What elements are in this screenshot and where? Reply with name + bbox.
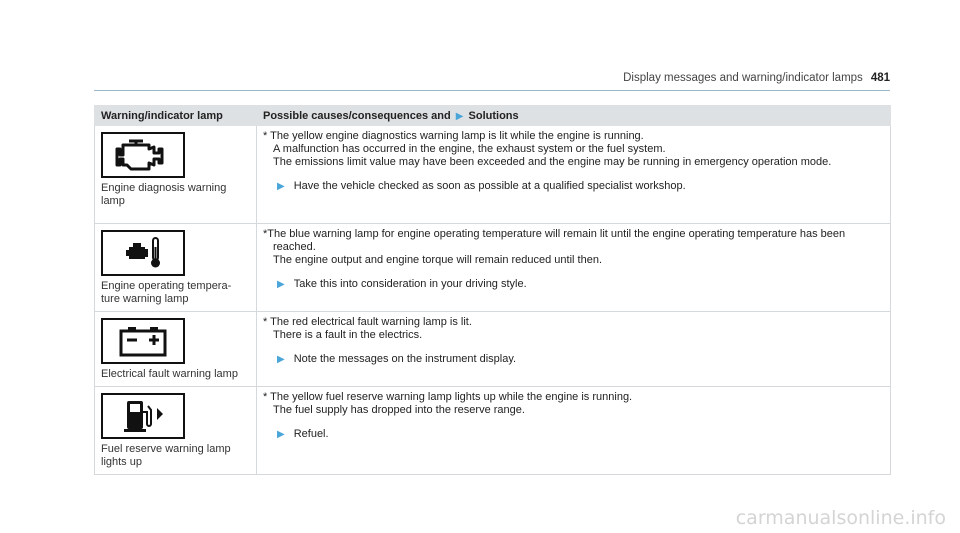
solution: ▶ Take this into consideration in your driving style. xyxy=(277,278,527,290)
solution: ▶ Note the messages on the instrument display. xyxy=(277,353,517,365)
header-divider xyxy=(94,90,890,91)
arrow-icon: ▶ xyxy=(277,279,285,290)
engine-diagnostics-icon xyxy=(101,132,185,178)
cause-cell: *The blue warning lamp for engine operating temperature will remain lit until the engine operating temperature has been reached. The engine output and engine torque will remain reduced until then. ▶ Take this into consideration in your driving style. xyxy=(257,224,891,312)
fuel-pump-icon xyxy=(101,393,185,439)
solution: ▶ Refuel. xyxy=(277,428,329,440)
solution: ▶ Have the vehicle checked as soon as possible at a qualified specialist workshop. xyxy=(277,180,686,192)
warning-lamp-table xyxy=(94,105,891,475)
engine-temperature-icon xyxy=(101,230,185,276)
page-header-title: Display messages and warning/indicator lamps xyxy=(623,72,863,84)
lamp-cell xyxy=(95,387,257,475)
page-header xyxy=(623,72,890,84)
lamp-label: Electrical fault warning lamp xyxy=(101,368,238,380)
watermark: carmanualsonline.info xyxy=(735,507,946,529)
page-number: 481 xyxy=(870,72,890,84)
col-header-causes: Possible causes/consequences and ▶ Solutions xyxy=(257,106,891,126)
table-row xyxy=(95,224,891,312)
battery-icon xyxy=(101,318,185,364)
arrow-icon: ▶ xyxy=(277,354,285,365)
cause-cell: * The yellow engine diagnostics warning lamp is lit while the engine is running. A malfunction has occurred in the engine, the exhaust system or the fuel system. The emissions limit value may have been exceeded and the engine may be running in emergency operation mode. ▶ Have the vehicle checked as soon as possible at a qualified specialist workshop. xyxy=(257,126,891,224)
lamp-cell xyxy=(95,224,257,312)
table-row xyxy=(95,312,891,387)
col-header-lamp: Warning/indicator lamp xyxy=(95,106,257,126)
lamp-label: Fuel reserve warning lamp lights up xyxy=(101,443,231,468)
lamp-label: Engine operating tempera- ture warning lamp xyxy=(101,280,232,305)
lamp-cell xyxy=(95,312,257,387)
cause-cell: * The yellow fuel reserve warning lamp lights up while the engine is running. The fuel supply has dropped into the reserve range. ▶ Refuel. xyxy=(257,387,891,475)
table-row xyxy=(95,387,891,475)
lamp-label: Engine diagnosis warning lamp xyxy=(101,182,227,207)
arrow-icon: ▶ xyxy=(277,429,285,440)
cause-cell: * The red electrical fault warning lamp is lit. There is a fault in the electrics. ▶ Note the messages on the instrument display. xyxy=(257,312,891,387)
table-row xyxy=(95,126,891,224)
arrow-icon: ▶ xyxy=(277,181,285,192)
lamp-cell xyxy=(95,126,257,224)
arrow-icon: ▶ xyxy=(455,110,464,122)
table-header-row xyxy=(95,106,891,126)
